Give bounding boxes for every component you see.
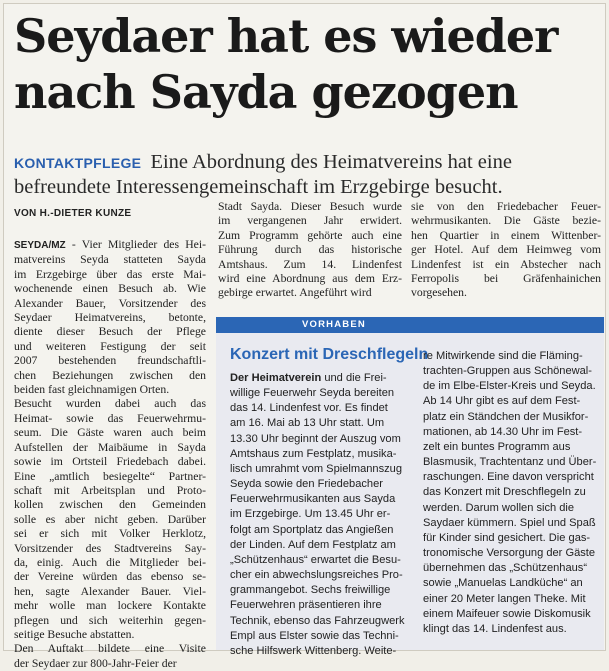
text-line: einem Maifeuer sowie Diskomusik bbox=[423, 607, 591, 620]
text-line: der Linden. Auf dem Festplatz am bbox=[230, 538, 396, 551]
text-line: Saydaer kümmern. Spiel und Spaß bbox=[423, 516, 596, 529]
text-line: Ferropolis bei Gräfenhainichen bbox=[411, 272, 601, 286]
text-line: wird eine Abordnung aus dem Erz- bbox=[218, 272, 402, 286]
text-line: Den Auftakt bildete eine Visite bbox=[14, 642, 206, 656]
text-line: Alexander Bauer, Vorsitzender des bbox=[14, 296, 206, 310]
text-line: Eine „amtlich besiegelte“ Partner- bbox=[14, 469, 206, 483]
text-line bbox=[14, 238, 206, 253]
text-line: kollen zwischen den Gemeinden bbox=[14, 498, 206, 512]
byline: VON H.-DIETER KUNZE bbox=[14, 208, 132, 219]
text-line: Führung durch das historische bbox=[218, 243, 402, 257]
text-line: Aufstellen der Maibäume in Sayda bbox=[14, 440, 206, 454]
text-line: wehrmusikanten. Die Gäste bezie- bbox=[411, 214, 601, 228]
text-line: schaft mit Arbeitsplan und Proto- bbox=[14, 483, 206, 497]
text-line: hen Quartier in einem Wittenber- bbox=[411, 228, 601, 242]
text-line: Empl aus Elster sowie das Techni- bbox=[230, 629, 399, 642]
text-line-rest: und die Frei- bbox=[321, 372, 387, 384]
text-line: hen, sagte Alexander Bauer. Viel- bbox=[14, 584, 206, 598]
text-line: das Konzert mit Dreschflegeln zu bbox=[423, 486, 586, 499]
text-line: raschungen. Eine davon verspricht bbox=[423, 471, 594, 484]
text-line: sei er sich mit Volker Herklotz, bbox=[14, 527, 206, 541]
text-line: Seyda sowie den Friedebacher bbox=[230, 478, 383, 491]
deck bbox=[14, 150, 599, 199]
text-line: im Erzgebirge. Um 13.45 Uhr er- bbox=[230, 508, 391, 521]
text-line: der Seydaer zur 800-Jahr-Feier der bbox=[14, 656, 177, 670]
text-line: Feuerwehren präsentieren ihre bbox=[230, 599, 382, 612]
text-line: übernehmen das „Schützenhaus“ bbox=[423, 562, 588, 575]
text-line: der Vereine würden das ebenso se- bbox=[14, 570, 206, 584]
article-column-1 bbox=[14, 238, 206, 671]
text-line: klingt das 14. Lindenfest aus. bbox=[423, 622, 567, 635]
text-line: folgt am Sportplatz das Angießen bbox=[230, 523, 394, 536]
text-line: einer 20 Meter langen Theke. Mit bbox=[423, 592, 586, 605]
text-line: werden. Darum wollen sich die bbox=[423, 501, 575, 514]
text-line: matvereins Seyda statteten Sayda bbox=[14, 253, 206, 267]
text-line: zelt ein buntes Programm aus bbox=[423, 440, 571, 453]
text-line: das 14. Lindenfest vor. Es findet bbox=[230, 402, 388, 415]
text-line: re Mitwirkende sind die Fläming- bbox=[423, 350, 583, 362]
headline bbox=[14, 8, 604, 120]
text-line: de im Elbe-Elster-Kreis und Seyda. bbox=[423, 380, 596, 393]
text-line: willige Feuerwehr Seyda bereiten bbox=[230, 387, 395, 400]
text-line: Vorsitzender des Stadtvereins Say- bbox=[14, 541, 206, 555]
text-line: da, einig. Auch die Mitglieder bei- bbox=[14, 555, 206, 569]
text-line-rest: - Vier Mitglieder des Hei- bbox=[65, 238, 206, 251]
sidebar-column-1 bbox=[230, 371, 410, 659]
text-line: mationen, ab 14.30 Uhr im Fest- bbox=[423, 425, 583, 438]
deck-text: Eine Abordnung des Heimatvereins hat eine befreundete Interessengemeinschaft im Erzgebirge besucht. bbox=[14, 151, 512, 198]
text-line: Heimat- sowie das Feuerwehrmu- bbox=[14, 411, 206, 425]
newspaper-clipping bbox=[3, 3, 606, 670]
text-line: cher ein abwechslungsreiches Pro- bbox=[230, 569, 403, 582]
text-line: Technik, ebenso das Fahrzeugwerk bbox=[230, 614, 405, 627]
text-line: 2007 bestehenden freundschaftli- bbox=[14, 354, 206, 368]
text-line: Blasmusik, Trachtentanz und Über- bbox=[423, 456, 597, 469]
text-line: beiden fast gleichnamigen Orten. bbox=[14, 383, 170, 397]
article-column-3 bbox=[411, 200, 601, 301]
text-line: „Schützenhaus“ erwartet die Besu- bbox=[230, 553, 401, 566]
text-line: tronomische Versorgung der Gäste bbox=[423, 547, 596, 560]
sidebar-lead: Der Heimatverein bbox=[230, 372, 322, 384]
text-line: vorgesehen. bbox=[411, 286, 467, 300]
sidebar-box bbox=[216, 317, 604, 657]
text-line: Ab 14 Uhr gibt es auf dem Fest- bbox=[423, 395, 581, 408]
sidebar-label: VORHABEN bbox=[302, 319, 366, 330]
kicker: KONTAKTPFLEGE bbox=[14, 155, 142, 171]
text-line: Besucht wurden dabei auch das bbox=[14, 397, 206, 411]
text-line: Zum Programm gehörte auch eine bbox=[218, 228, 402, 242]
text-line: solle es aber nicht geben. Darüber bbox=[14, 512, 206, 526]
text-line: und weiteren Festigung der seit bbox=[14, 339, 206, 353]
text-line: sche Hilfswerk Wittenberg. Weite- bbox=[230, 644, 397, 657]
text-line: seum. Die Gäste waren auch beim bbox=[14, 426, 206, 440]
text-line: sowie im Ortsteil Friedebach dabei. bbox=[14, 455, 206, 469]
text-line: chen Beziehungen zwischen den bbox=[14, 368, 206, 382]
text-line: im Erzgebirge über das erste Mai- bbox=[14, 267, 206, 281]
text-line: Stadt Sayda. Dieser Besuch wurde bbox=[218, 200, 402, 213]
text-line: seitige Besuche abstatten. bbox=[14, 627, 135, 641]
text-line: sowie „Manuelas Landküche“ an bbox=[423, 577, 583, 590]
headline-line-2: nach Sayda gezogen bbox=[14, 65, 518, 119]
dateline: SEYDA/MZ bbox=[14, 240, 66, 251]
text-line: pflegen und sich weiterhin gegen- bbox=[14, 613, 206, 627]
headline-line-1: Seydaer hat es wieder bbox=[14, 9, 558, 63]
text-line: Seydaer Heimatvereins, betonte, bbox=[14, 311, 206, 325]
text-line: gebirge erwartet. Angeführt wird bbox=[218, 286, 372, 300]
text-line: 13.30 Uhr beginnt der Auszug vom bbox=[230, 432, 401, 445]
sidebar-header-bar bbox=[216, 317, 604, 333]
text-line: Feuerwehrmusikanten aus Sayda bbox=[230, 493, 396, 506]
text-line: Amtshaus zum Festplatz, musika- bbox=[230, 447, 397, 460]
text-line: am 16. Mai ab 13 Uhr statt. Um bbox=[230, 417, 385, 430]
text-line: diente dieser Besuch der Pflege bbox=[14, 325, 206, 339]
text-line: grammangebot. Sechs freiwillige bbox=[230, 584, 391, 597]
article-column-2 bbox=[218, 200, 402, 301]
text-line: mehr wolle man lockere Kontakte bbox=[14, 599, 206, 613]
text-line: lisch umrahmt vom Spielmannszug bbox=[230, 462, 403, 475]
text-line bbox=[230, 371, 410, 386]
text-line: im vergangenen Jahr erwidert. bbox=[218, 214, 402, 228]
text-line: wochenende einen Besuch ab. Wie bbox=[14, 282, 206, 296]
text-line: trachten-Gruppen aus Schönewal- bbox=[423, 365, 592, 378]
text-line: ger Hotel. Auf dem Heimweg vom bbox=[411, 243, 601, 257]
text-line: Lindenfest ist ein Abstecher nach bbox=[411, 257, 601, 271]
text-line: platz ein Ständchen der Musikfor- bbox=[423, 410, 589, 423]
sidebar-title: Konzert mit Dreschflegeln bbox=[230, 346, 429, 363]
text-line: Amtshaus. Zum 14. Lindenfest bbox=[218, 257, 402, 271]
text-line: für Kinder sind gesichert. Die gas- bbox=[423, 531, 591, 544]
text-line: sie von den Friedebacher Feuer- bbox=[411, 200, 601, 213]
sidebar-column-2 bbox=[423, 349, 602, 637]
